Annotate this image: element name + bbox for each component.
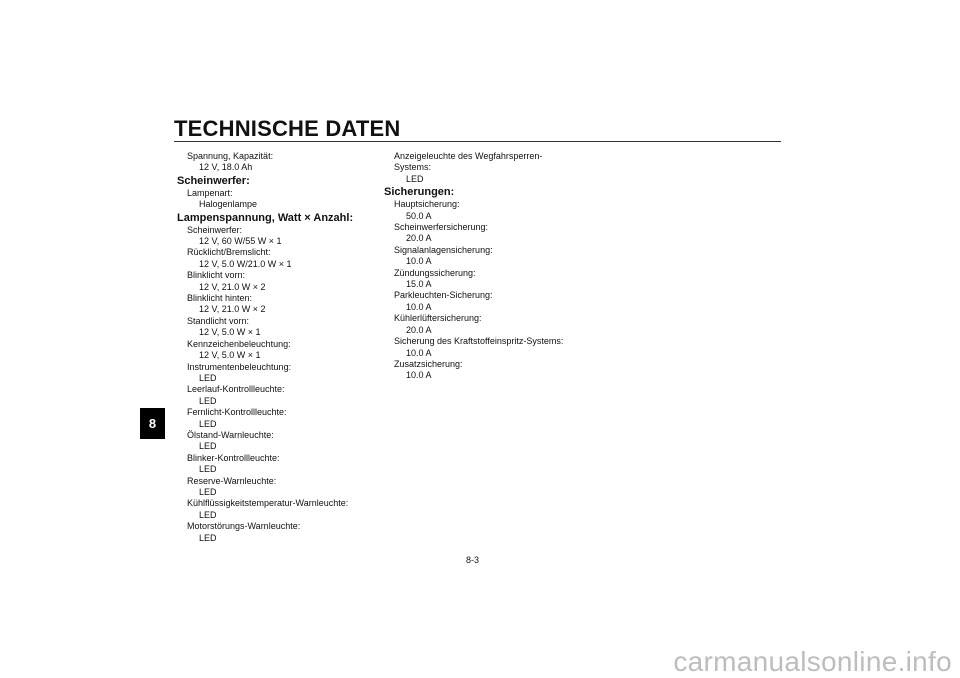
fuse-value: 15.0 A <box>406 279 432 290</box>
headlight-heading: Scheinwerfer: <box>177 174 250 187</box>
spec-value: 12 V, 5.0 W × 1 <box>199 327 261 338</box>
fuse-label: Parkleuchten-Sicherung: <box>394 290 493 301</box>
watermark: carmanualsonline.info <box>673 646 952 677</box>
fuse-value: 20.0 A <box>406 233 432 244</box>
page-title: TECHNISCHE DATEN <box>174 116 401 141</box>
bulbs-heading: Lampenspannung, Watt × Anzahl: <box>177 211 354 224</box>
spec-label: Instrumentenbeleuchtung: <box>187 361 292 372</box>
spec-label: Kennzeichenbeleuchtung: <box>187 338 291 349</box>
bulb-type-label: Lampenart: <box>187 187 233 198</box>
spec-label: Kühlflüssigkeitstemperatur-Warnleuchte: <box>187 498 349 509</box>
battery-capacity-value: 12 V, 18.0 Ah <box>199 162 253 173</box>
fuse-label: Signalanlagensicherung: <box>394 244 493 255</box>
fuses-heading: Sicherungen: <box>384 186 455 199</box>
spec-label: Standlicht vorn: <box>187 315 250 326</box>
spec-value: LED <box>199 418 217 429</box>
immobilizer-value: LED <box>406 173 424 184</box>
spec-label: Reserve-Warnleuchte: <box>187 475 277 486</box>
spec-value: 12 V, 21.0 W × 2 <box>199 304 266 315</box>
spec-label: Fernlicht-Kontrollleuchte: <box>187 407 287 418</box>
battery-capacity-label: Spannung, Kapazität: <box>187 151 274 161</box>
bulb-type-value: Halogenlampe <box>199 199 258 210</box>
spec-value: LED <box>199 464 217 475</box>
fuse-label: Scheinwerfersicherung: <box>394 222 489 233</box>
spec-label: Blinklicht hinten: <box>187 293 253 304</box>
fuse-label: Zündungssicherung: <box>394 267 476 278</box>
spec-label: Blinker-Kontrollleuchte: <box>187 452 280 463</box>
spec-value: LED <box>199 509 217 520</box>
spec-label: Rücklicht/Bremslicht: <box>187 247 271 258</box>
spec-value: LED <box>199 395 217 406</box>
fuse-label: Kühlerlüftersicherung: <box>394 313 482 324</box>
spec-label: Scheinwerfer: <box>187 224 243 235</box>
left-column <box>177 151 377 544</box>
fuse-value: 10.0 A <box>406 370 432 381</box>
fuse-label: Sicherung des Kraftstoffeinspritz-Systems: <box>394 336 564 347</box>
page-number: 8-3 <box>466 555 480 565</box>
spec-label: Blinklicht vorn: <box>187 270 246 281</box>
spec-label: Ölstand-Warnleuchte: <box>187 429 274 440</box>
spec-value: LED <box>199 372 217 383</box>
immobilizer-label-cont: Systems: <box>394 162 432 173</box>
fuse-label: Zusatzsicherung: <box>394 358 463 369</box>
spec-value: 12 V, 5.0 W/21.0 W × 1 <box>199 258 292 269</box>
spec-value: 12 V, 60 W/55 W × 1 <box>199 236 282 247</box>
fuse-value: 10.0 A <box>406 347 432 358</box>
immobilizer-label: Anzeigeleuchte des Wegfahrsperren- <box>394 151 543 161</box>
spec-value: 12 V, 5.0 W × 1 <box>199 350 261 361</box>
fuse-value: 10.0 A <box>406 301 432 312</box>
chapter-tab: 8 <box>140 408 165 439</box>
fuse-value: 20.0 A <box>406 324 432 335</box>
right-column <box>384 151 584 382</box>
fuse-label: Hauptsicherung: <box>394 199 460 210</box>
fuse-value: 50.0 A <box>406 210 432 221</box>
spec-label: Motorstörungs-Warnleuchte: <box>187 521 301 532</box>
spec-value: 12 V, 21.0 W × 2 <box>199 281 266 292</box>
spec-value: LED <box>199 486 217 497</box>
spec-label: Leerlauf-Kontrollleuchte: <box>187 384 285 395</box>
title-rule <box>174 141 781 142</box>
fuse-value: 10.0 A <box>406 256 432 267</box>
spec-value: LED <box>199 441 217 452</box>
spec-value: LED <box>199 532 217 543</box>
